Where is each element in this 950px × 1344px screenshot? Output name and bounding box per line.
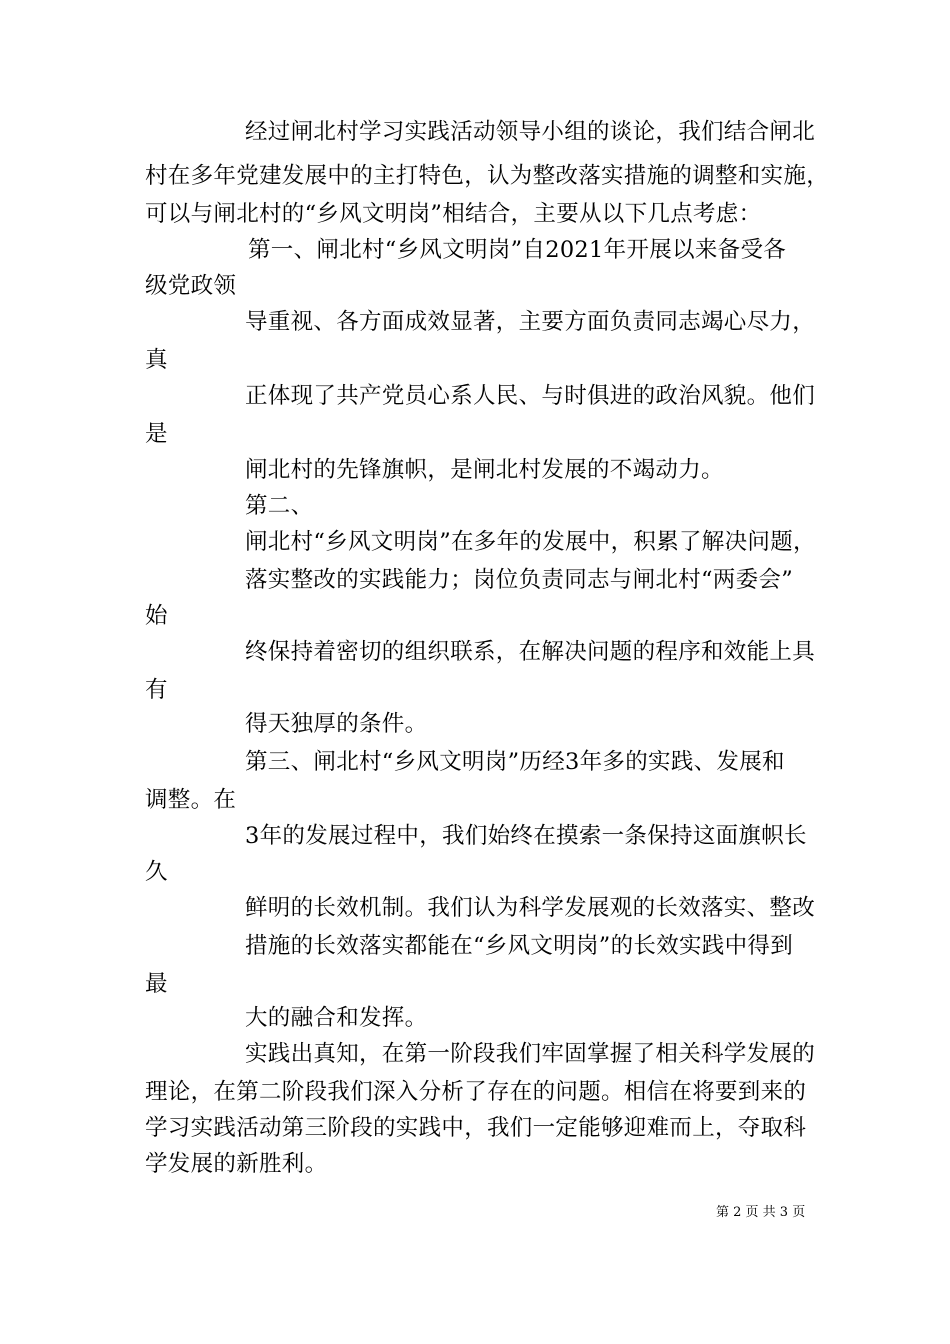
text-line: 级党政领 — [145, 273, 237, 299]
text-line: 措施的长效落实都能在“乡风文明岗”的长效实践中得到 — [245, 933, 794, 959]
text-line: 鲜明的长效机制。我们认为科学发展观的长效落实、整改 — [245, 895, 816, 921]
text-line: 调整。在 — [145, 787, 237, 813]
text-line: 始 — [145, 603, 168, 629]
text-line: 久 — [145, 859, 168, 885]
text-line: 有 — [145, 677, 168, 703]
text-line: 最 — [145, 971, 168, 997]
text-line: 闸北村“乡风文明岗”在多年的发展中，积累了解决问题， — [245, 529, 816, 555]
text-line: 第二、 — [245, 493, 314, 519]
text-line: 大的融合和发挥。 — [245, 1005, 428, 1031]
text-line: 落实整改的实践能力；岗位负责同志与闸北村“两委会” — [245, 567, 794, 593]
text-line: 学习实践活动第三阶段的实践中，我们一定能够迎难而上，夺取科 — [145, 1115, 807, 1141]
page-number: 第 2 页 共 3 页 — [716, 1205, 806, 1220]
text-line: 3年的发展过程中，我们始终在摸索一条保持这面旗帜长 — [245, 823, 807, 849]
text-line: 理论，在第二阶段我们深入分析了存在的问题。相信在将要到来的 — [145, 1079, 807, 1105]
text-line: 第三、闸北村“乡风文明岗”历经3年多的实践、发展和 — [245, 749, 785, 775]
text-line: 可以与闸北村的“乡风文明岗”相结合，主要从以下几点考虑： — [145, 201, 762, 227]
text-line: 真 — [145, 347, 168, 373]
text-line: 正体现了共产党员心系人民、与时俱进的政治风貌。他们 — [245, 383, 816, 409]
text-line: 村在多年党建发展中的主打特色，认为整改落实措施的调整和实施， — [145, 163, 830, 189]
text-line: 终保持着密切的组织联系，在解决问题的程序和效能上具 — [245, 639, 816, 665]
text-line: 是 — [145, 421, 168, 447]
text-line: 学发展的新胜利。 — [145, 1151, 328, 1177]
text-line: 实践出真知，在第一阶段我们牢固掌握了相关科学发展的 — [245, 1041, 816, 1067]
text-line: 第一、闸北村“乡风文明岗”自2021年开展以来备受各 — [248, 237, 787, 263]
text-line: 经过闸北村学习实践活动领导小组的谈论，我们结合闸北 — [245, 119, 816, 145]
text-line: 闸北村的先锋旗帜，是闸北村发展的不竭动力。 — [245, 457, 724, 483]
text-line: 导重视、各方面成效显著，主要方面负责同志竭心尽力， — [245, 309, 816, 335]
text-line: 得天独厚的条件。 — [245, 711, 428, 737]
